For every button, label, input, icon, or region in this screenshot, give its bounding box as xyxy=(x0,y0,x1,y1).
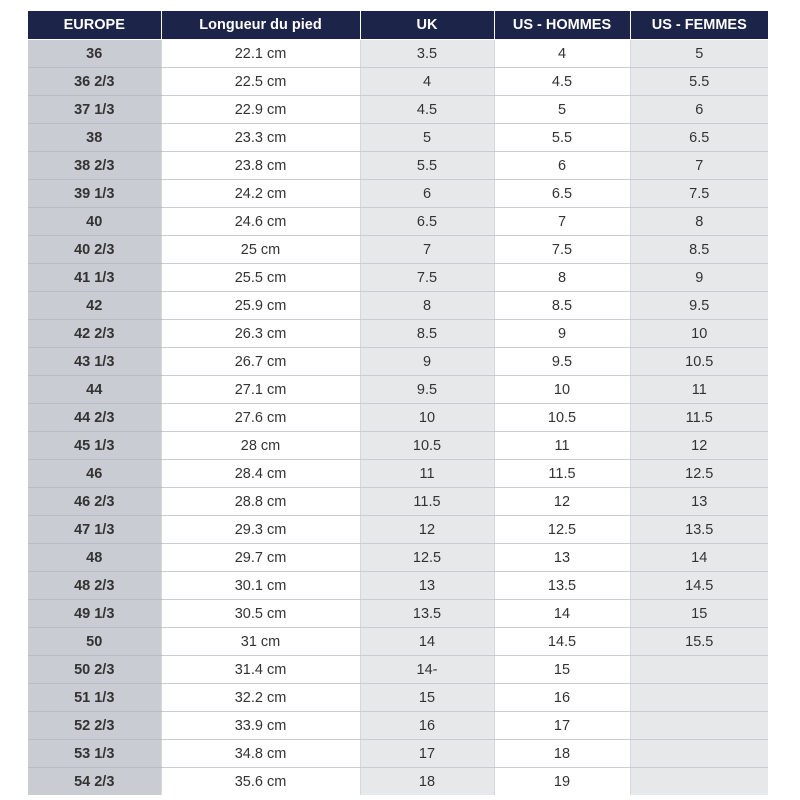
cell-uk: 18 xyxy=(360,768,494,796)
cell-uk: 13.5 xyxy=(360,600,494,628)
cell-uk: 11.5 xyxy=(360,488,494,516)
cell-us-men: 10.5 xyxy=(494,404,630,432)
cell-us-men: 8.5 xyxy=(494,292,630,320)
cell-foot-length: 27.6 cm xyxy=(161,404,360,432)
cell-us-men: 14.5 xyxy=(494,628,630,656)
cell-foot-length: 29.3 cm xyxy=(161,516,360,544)
cell-us-men: 13 xyxy=(494,544,630,572)
cell-europe: 46 xyxy=(28,460,161,488)
cell-uk: 8 xyxy=(360,292,494,320)
cell-europe: 48 xyxy=(28,544,161,572)
cell-foot-length: 28 cm xyxy=(161,432,360,460)
cell-europe: 52 2/3 xyxy=(28,712,161,740)
cell-us-women: 15 xyxy=(630,600,768,628)
table-row xyxy=(28,572,768,600)
cell-foot-length: 29.7 cm xyxy=(161,544,360,572)
cell-europe: 51 1/3 xyxy=(28,684,161,712)
cell-us-women: 9 xyxy=(630,264,768,292)
cell-foot-length: 25.5 cm xyxy=(161,264,360,292)
cell-europe: 50 2/3 xyxy=(28,656,161,684)
table-row xyxy=(28,712,768,740)
cell-foot-length: 24.6 cm xyxy=(161,208,360,236)
cell-europe: 46 2/3 xyxy=(28,488,161,516)
cell-europe: 40 2/3 xyxy=(28,236,161,264)
cell-uk: 7.5 xyxy=(360,264,494,292)
cell-europe: 45 1/3 xyxy=(28,432,161,460)
cell-uk: 5.5 xyxy=(360,152,494,180)
cell-us-women: 10.5 xyxy=(630,348,768,376)
header-europe: EUROPE xyxy=(28,11,161,40)
cell-uk: 9 xyxy=(360,348,494,376)
cell-europe: 41 1/3 xyxy=(28,264,161,292)
cell-us-women: 11.5 xyxy=(630,404,768,432)
cell-us-women: 10 xyxy=(630,320,768,348)
cell-foot-length: 25.9 cm xyxy=(161,292,360,320)
cell-europe: 50 xyxy=(28,628,161,656)
cell-europe: 53 1/3 xyxy=(28,740,161,768)
table-header xyxy=(28,11,768,40)
cell-foot-length: 32.2 cm xyxy=(161,684,360,712)
cell-europe: 42 2/3 xyxy=(28,320,161,348)
cell-us-women: 14 xyxy=(630,544,768,572)
cell-us-men: 4 xyxy=(494,40,630,68)
cell-us-men: 14 xyxy=(494,600,630,628)
cell-us-women xyxy=(630,712,768,740)
cell-europe: 36 xyxy=(28,40,161,68)
header-foot-length: Longueur du pied xyxy=(161,11,360,40)
cell-uk: 4.5 xyxy=(360,96,494,124)
cell-us-men: 6 xyxy=(494,152,630,180)
cell-us-women: 14.5 xyxy=(630,572,768,600)
cell-us-men: 7.5 xyxy=(494,236,630,264)
cell-europe: 54 2/3 xyxy=(28,768,161,796)
cell-foot-length: 34.8 cm xyxy=(161,740,360,768)
cell-us-men: 9.5 xyxy=(494,348,630,376)
table-row xyxy=(28,264,768,292)
cell-foot-length: 25 cm xyxy=(161,236,360,264)
cell-uk: 16 xyxy=(360,712,494,740)
header-row xyxy=(28,11,768,40)
table-row xyxy=(28,656,768,684)
cell-europe: 49 1/3 xyxy=(28,600,161,628)
cell-foot-length: 22.5 cm xyxy=(161,68,360,96)
cell-us-men: 10 xyxy=(494,376,630,404)
cell-foot-length: 24.2 cm xyxy=(161,180,360,208)
table-row xyxy=(28,404,768,432)
cell-us-women xyxy=(630,684,768,712)
table-row xyxy=(28,236,768,264)
cell-us-women: 13.5 xyxy=(630,516,768,544)
cell-uk: 17 xyxy=(360,740,494,768)
cell-europe: 48 2/3 xyxy=(28,572,161,600)
cell-us-men: 16 xyxy=(494,684,630,712)
cell-europe: 47 1/3 xyxy=(28,516,161,544)
table-row xyxy=(28,124,768,152)
cell-us-men: 17 xyxy=(494,712,630,740)
cell-us-women: 6.5 xyxy=(630,124,768,152)
cell-us-women xyxy=(630,740,768,768)
cell-uk: 6 xyxy=(360,180,494,208)
cell-uk: 6.5 xyxy=(360,208,494,236)
cell-europe: 40 xyxy=(28,208,161,236)
cell-us-women: 9.5 xyxy=(630,292,768,320)
cell-us-men: 12.5 xyxy=(494,516,630,544)
cell-foot-length: 35.6 cm xyxy=(161,768,360,796)
cell-uk: 4 xyxy=(360,68,494,96)
cell-uk: 10.5 xyxy=(360,432,494,460)
cell-foot-length: 26.3 cm xyxy=(161,320,360,348)
shoe-size-table xyxy=(28,11,768,795)
cell-us-women: 5 xyxy=(630,40,768,68)
table-row xyxy=(28,600,768,628)
cell-uk: 10 xyxy=(360,404,494,432)
cell-uk: 3.5 xyxy=(360,40,494,68)
cell-uk: 9.5 xyxy=(360,376,494,404)
cell-us-women: 6 xyxy=(630,96,768,124)
cell-uk: 11 xyxy=(360,460,494,488)
table-row xyxy=(28,376,768,404)
cell-us-men: 6.5 xyxy=(494,180,630,208)
table-row xyxy=(28,320,768,348)
cell-europe: 44 2/3 xyxy=(28,404,161,432)
cell-us-men: 12 xyxy=(494,488,630,516)
cell-us-men: 8 xyxy=(494,264,630,292)
cell-us-women: 5.5 xyxy=(630,68,768,96)
cell-us-men: 19 xyxy=(494,768,630,796)
cell-us-men: 18 xyxy=(494,740,630,768)
cell-uk: 14 xyxy=(360,628,494,656)
cell-foot-length: 28.8 cm xyxy=(161,488,360,516)
cell-us-women xyxy=(630,768,768,796)
cell-us-women: 7 xyxy=(630,152,768,180)
cell-us-men: 5.5 xyxy=(494,124,630,152)
table-row xyxy=(28,544,768,572)
cell-uk: 5 xyxy=(360,124,494,152)
cell-us-women xyxy=(630,656,768,684)
header-us-men: US - HOMMES xyxy=(494,11,630,40)
cell-us-women: 12.5 xyxy=(630,460,768,488)
table-row xyxy=(28,180,768,208)
table-row xyxy=(28,152,768,180)
header-us-women: US - FEMMES xyxy=(630,11,768,40)
header-uk: UK xyxy=(360,11,494,40)
table-row xyxy=(28,768,768,796)
cell-us-men: 9 xyxy=(494,320,630,348)
table-body xyxy=(28,40,768,796)
cell-foot-length: 31.4 cm xyxy=(161,656,360,684)
cell-us-women: 12 xyxy=(630,432,768,460)
cell-us-women: 7.5 xyxy=(630,180,768,208)
cell-foot-length: 30.1 cm xyxy=(161,572,360,600)
cell-uk: 14- xyxy=(360,656,494,684)
table-row xyxy=(28,68,768,96)
cell-foot-length: 22.1 cm xyxy=(161,40,360,68)
cell-uk: 15 xyxy=(360,684,494,712)
cell-foot-length: 27.1 cm xyxy=(161,376,360,404)
cell-foot-length: 23.3 cm xyxy=(161,124,360,152)
cell-foot-length: 23.8 cm xyxy=(161,152,360,180)
cell-uk: 12.5 xyxy=(360,544,494,572)
cell-europe: 38 xyxy=(28,124,161,152)
cell-europe: 36 2/3 xyxy=(28,68,161,96)
cell-europe: 44 xyxy=(28,376,161,404)
cell-europe: 38 2/3 xyxy=(28,152,161,180)
table-row xyxy=(28,628,768,656)
cell-uk: 7 xyxy=(360,236,494,264)
cell-foot-length: 26.7 cm xyxy=(161,348,360,376)
cell-europe: 39 1/3 xyxy=(28,180,161,208)
table-row xyxy=(28,460,768,488)
cell-us-women: 11 xyxy=(630,376,768,404)
cell-uk: 8.5 xyxy=(360,320,494,348)
cell-uk: 12 xyxy=(360,516,494,544)
cell-us-men: 7 xyxy=(494,208,630,236)
cell-uk: 13 xyxy=(360,572,494,600)
cell-europe: 37 1/3 xyxy=(28,96,161,124)
cell-us-women: 15.5 xyxy=(630,628,768,656)
cell-us-men: 15 xyxy=(494,656,630,684)
cell-us-men: 4.5 xyxy=(494,68,630,96)
table-row xyxy=(28,96,768,124)
table-row xyxy=(28,348,768,376)
cell-us-men: 11 xyxy=(494,432,630,460)
cell-foot-length: 30.5 cm xyxy=(161,600,360,628)
cell-europe: 43 1/3 xyxy=(28,348,161,376)
table-row xyxy=(28,488,768,516)
cell-us-women: 8 xyxy=(630,208,768,236)
cell-us-men: 13.5 xyxy=(494,572,630,600)
cell-foot-length: 22.9 cm xyxy=(161,96,360,124)
table-row xyxy=(28,432,768,460)
table-row xyxy=(28,516,768,544)
cell-us-women: 8.5 xyxy=(630,236,768,264)
cell-foot-length: 33.9 cm xyxy=(161,712,360,740)
cell-foot-length: 31 cm xyxy=(161,628,360,656)
table-row xyxy=(28,684,768,712)
cell-us-men: 11.5 xyxy=(494,460,630,488)
cell-europe: 42 xyxy=(28,292,161,320)
table-row xyxy=(28,740,768,768)
cell-foot-length: 28.4 cm xyxy=(161,460,360,488)
cell-us-men: 5 xyxy=(494,96,630,124)
table-row xyxy=(28,208,768,236)
cell-us-women: 13 xyxy=(630,488,768,516)
table-row xyxy=(28,292,768,320)
table-row xyxy=(28,40,768,68)
